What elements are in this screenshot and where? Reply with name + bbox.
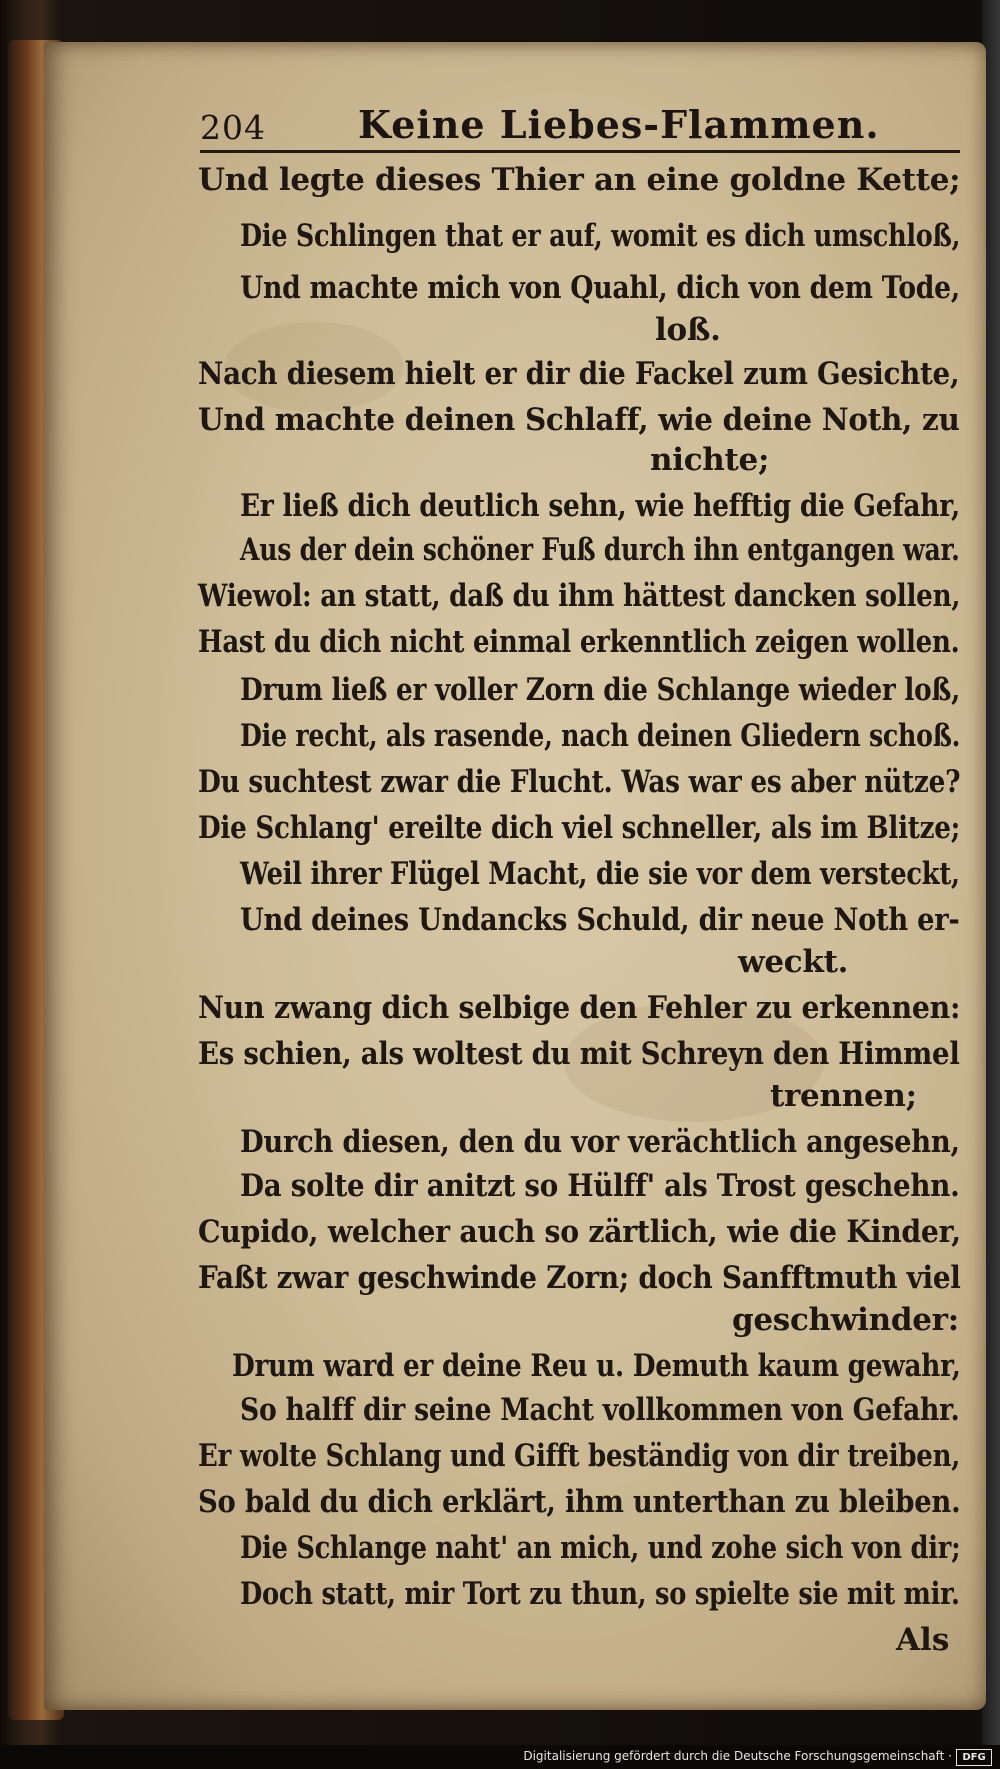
verse-line: Es schien, als woltest du mit Schreyn den Himmel — [198, 1036, 960, 1072]
verse-line: Er ließ dich deutlich sehn, wie hefftig die Gefahr, — [240, 488, 960, 524]
catchword: Als — [896, 1622, 950, 1658]
verse-line: So halff dir seine Macht vollkommen von Gefahr. — [240, 1392, 960, 1428]
verse-line: Und legte dieses Thier an eine goldne Kette; — [198, 162, 961, 198]
verse-line-runover: weckt. — [738, 944, 849, 980]
verse-line: Die Schlang' ereilte dich viel schneller, als im Blitze; — [198, 810, 961, 846]
verse-line-runover: geschwinder: — [732, 1302, 959, 1338]
verse-line: Nun zwang dich selbige den Fehler zu erkennen: — [198, 990, 961, 1026]
verse-line: Faßt zwar geschwinde Zorn; doch Sanfftmuth viel — [198, 1260, 961, 1296]
verse-line: Und machte mich von Quahl, dich von dem Tode, — [240, 270, 960, 306]
verse-line: Die Schlingen that er auf, womit es dich umschloß, — [240, 218, 961, 254]
verse-line: Cupido, welcher auch so zärtlich, wie die Kinder, — [198, 1214, 961, 1250]
verse-line: Hast du dich nicht einmal erkenntlich zeigen wollen. — [198, 624, 960, 660]
verse-line: Doch statt, mir Tort zu thun, so spielte sie mit mir. — [240, 1576, 960, 1612]
verse-line: Und machte deinen Schlaff, wie deine Noth, zu — [198, 402, 960, 438]
verse-line: Drum ließ er voller Zorn die Schlange wieder loß, — [240, 672, 961, 708]
verse-line: So bald du dich erklärt, ihm unterthan zu bleiben. — [198, 1484, 961, 1520]
verse-line: Du suchtest zwar die Flucht. Was war es aber nütze? — [198, 764, 961, 800]
verse-line: Aus der dein schöner Fuß durch ihn entgangen war. — [240, 532, 960, 568]
verse-line: Er wolte Schlang und Gifft beständig von dir treiben, — [198, 1438, 961, 1474]
dfg-logo-icon: DFG — [956, 1749, 992, 1766]
verse-line: Da solte dir anitzt so Hülff' als Trost geschehn. — [240, 1168, 960, 1204]
footer-credit: Digitalisierung gefördert durch die Deutsche Forschungsgemeinschaft · — [523, 1749, 952, 1763]
verse-line: Wiewol: an statt, daß du ihm hättest dancken sollen, — [198, 578, 961, 614]
page-number: 204 — [200, 108, 266, 147]
verse-line: Und deines Undancks Schuld, dir neue Noth er- — [240, 902, 960, 938]
verse-line: Drum ward er deine Reu u. Demuth kaum gewahr, — [232, 1348, 961, 1384]
verse-line-runover: nichte; — [650, 442, 770, 478]
running-title: Keine Liebes-Flammen. — [358, 102, 880, 147]
verse-line-runover: trennen; — [770, 1078, 917, 1114]
digitization-footer — [0, 1745, 1000, 1769]
verse-line-runover: loß. — [655, 312, 721, 348]
verse-line: Die Schlange naht' an mich, und zohe sich von dir; — [240, 1530, 961, 1566]
verse-line: Weil ihrer Flügel Macht, die sie vor dem versteckt, — [240, 856, 960, 892]
verse-line: Die recht, als rasende, nach deinen Gliedern schoß. — [240, 718, 961, 754]
verse-line: Nach diesem hielt er dir die Fackel zum Gesichte, — [198, 356, 960, 392]
verse-line: Durch diesen, den du vor verächtlich angesehn, — [240, 1124, 960, 1160]
